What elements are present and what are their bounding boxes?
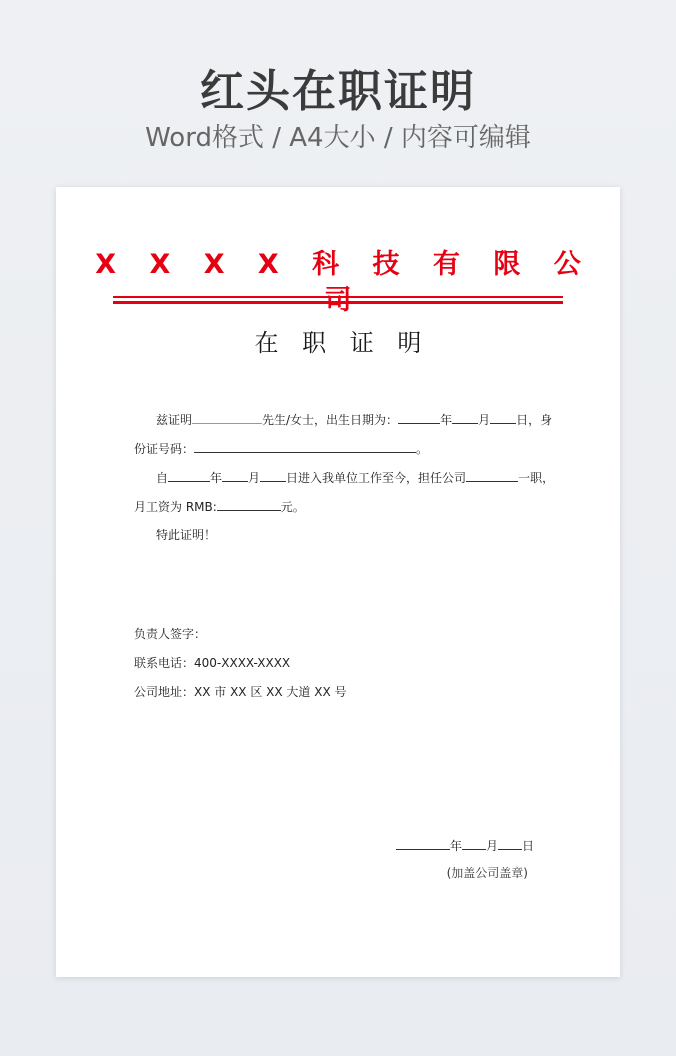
address-label: 公司地址： xyxy=(134,685,195,699)
address-value: XX 市 XX 区 XX 大道 XX 号 xyxy=(194,685,347,699)
sign-day-blank[interactable] xyxy=(498,837,522,850)
p2-month: 月 xyxy=(248,471,261,485)
sign-month-blank[interactable] xyxy=(462,837,486,850)
phone-value: 400-XXXX-XXXX xyxy=(194,656,291,670)
p1-month: 月 xyxy=(478,413,491,427)
id-number-blank[interactable] xyxy=(194,440,416,453)
paragraph-1-line-1 xyxy=(156,411,552,428)
document-page xyxy=(56,187,620,977)
join-year-blank[interactable] xyxy=(168,469,210,482)
banner-title: 红头在职证明 xyxy=(200,66,476,117)
p2-salary-unit: 元。 xyxy=(280,500,305,514)
p2-from: 自 xyxy=(156,471,169,485)
letterhead-rule-thin xyxy=(113,296,563,298)
paragraph-2-line-2 xyxy=(134,498,305,515)
p2-position-end: 一职， xyxy=(518,471,555,485)
company-letterhead: X X X X 科 技 有 限 公 xyxy=(95,249,593,280)
paragraph-3: 特此证明！ xyxy=(156,528,217,542)
p2-year: 年 xyxy=(210,471,223,485)
paragraph-2-line-1 xyxy=(156,469,554,486)
p2-salary-label: 月工资为 RMB: xyxy=(134,500,217,514)
p1-year: 年 xyxy=(440,413,453,427)
join-day-blank[interactable] xyxy=(260,469,286,482)
banner-subtitle: Word格式 / A4大小 / 内容可编辑 xyxy=(145,123,531,153)
p1-prefix: 兹证明 xyxy=(156,413,193,427)
join-month-blank[interactable] xyxy=(222,469,248,482)
phone-line xyxy=(134,655,290,671)
birth-year-blank[interactable] xyxy=(398,411,440,424)
address-line xyxy=(134,684,346,700)
position-blank[interactable] xyxy=(466,469,518,482)
seal-note: (加盖公司盖章) xyxy=(446,866,528,880)
birth-month-blank[interactable] xyxy=(452,411,478,424)
document-title: 在 职 证 明 xyxy=(254,329,430,357)
p1-id-label: 份证号码： xyxy=(134,442,195,456)
birth-day-blank[interactable] xyxy=(490,411,516,424)
p2-day-text: 日进入我单位工作至今，担任公司 xyxy=(286,471,467,485)
letterhead-rule-thick xyxy=(113,301,563,304)
sign-year-blank[interactable] xyxy=(396,837,450,850)
sign-month: 月 xyxy=(485,839,498,853)
salary-blank[interactable] xyxy=(217,498,281,511)
name-blank[interactable] xyxy=(192,411,262,424)
paragraph-1-line-2 xyxy=(134,440,428,457)
phone-label: 联系电话： xyxy=(134,656,195,670)
sign-day: 日 xyxy=(521,839,534,853)
p1-id-end: 。 xyxy=(416,442,429,456)
sign-date-line xyxy=(396,837,534,854)
sign-year: 年 xyxy=(449,839,462,853)
p1-gender: 先生/女士，出生日期为： xyxy=(262,413,399,427)
p1-day: 日，身 xyxy=(516,413,553,427)
signer-label: 负责人签字： xyxy=(134,627,207,641)
signer-line xyxy=(134,626,206,642)
